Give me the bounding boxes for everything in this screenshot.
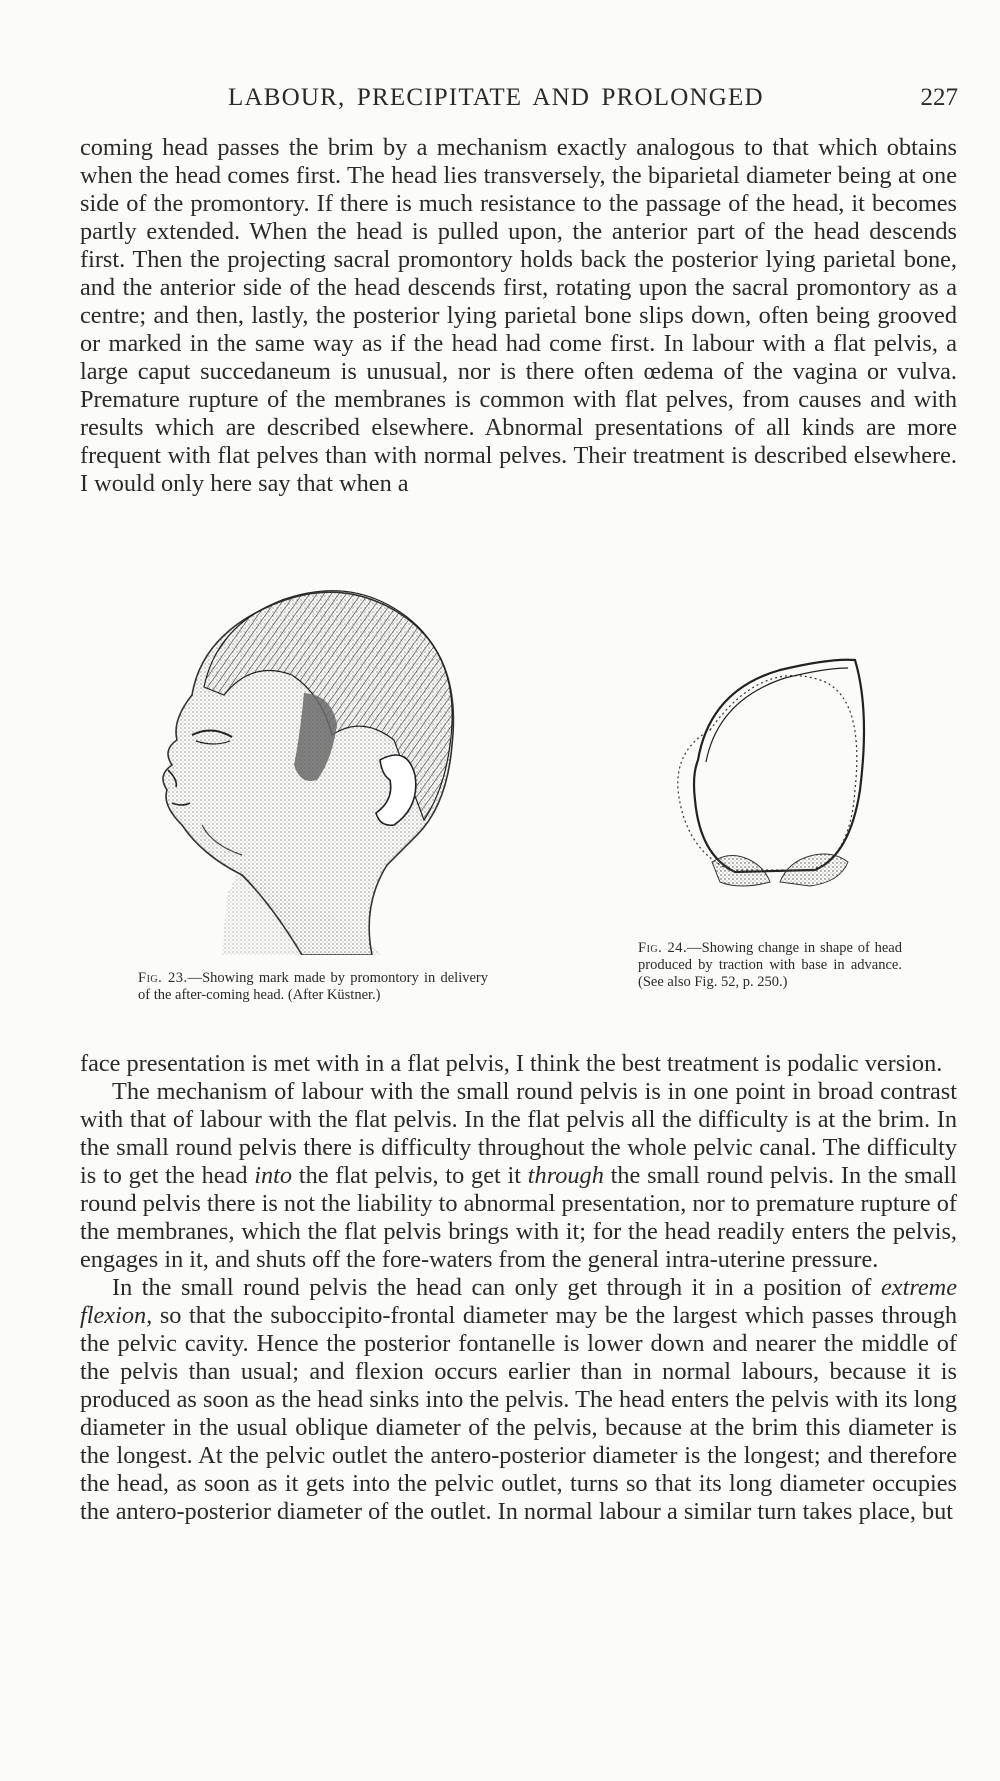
paragraph-4-text-a: In the small round pelvis the head can only get through it in a position of xyxy=(112,1274,881,1301)
paragraph-4-emphasis-flexion: extreme flexion, xyxy=(80,1274,957,1329)
body-bottom xyxy=(80,1050,957,1526)
paragraph-4 xyxy=(80,1274,957,1526)
body-top xyxy=(80,134,957,498)
running-head xyxy=(80,84,960,118)
figure-23-caption xyxy=(138,970,488,1004)
paragraph-3-text-a: The mechanism of labour with the small round pelvis is in one point in broad contrast with that of labour with the flat pelvis. In the flat pelvis all the difficulty is at the brim. In the small round pelvis there is difficulty throughout the whole pelvic canal. The difficulty is to get the head xyxy=(80,1078,957,1189)
figure-23-label: Fig. 23. xyxy=(138,970,188,986)
figure-24-head-shape-diagram xyxy=(640,650,900,940)
page-number: 227 xyxy=(920,84,958,111)
figure-24-label: Fig. 24. xyxy=(638,940,688,956)
figure-24-caption-text: —Showing change in shape of head produced by traction with base in advance. (See also Fig. 52, p. 250.) xyxy=(638,940,902,990)
paragraph-3-emphasis-through: through xyxy=(527,1162,604,1189)
paragraph-1: coming head passes the brim by a mechanism exactly analogous to that which obtains when the head comes first. The head lies transversely, the biparietal diameter being at one side of the promontory. If there is much resistance to the passage of the head, it becomes partly extended. When the head is pulled upon, the anterior part of the head descends first. Then the projecting sacral promontory holds back the posterior lying parietal bone, and the anterior side of the head descends first, rotating upon the sacral promontory as a centre; and then, lastly, the posterior lying parietal bone slips down, often being grooved or marked in the same way as if the head had come first. In labour with a flat pelvis, a large caput succedaneum is unusual, nor is there often œdema of the vagina or vulva. Premature rupture of the membranes is common with flat pelves, from causes and with results which are described elsewhere. Abnormal presentations of all kinds are more frequent with flat pelves than with normal pelves. Their treatment is described elsewhere. I would only here say that when a xyxy=(80,134,957,497)
running-title: LABOUR, PRECIPITATE AND PROLONGED xyxy=(228,84,764,111)
figure-24-caption xyxy=(638,940,902,991)
paragraph-2: face presentation is met with in a flat pelvis, I think the best treatment is podalic version. xyxy=(80,1050,943,1077)
paragraph-3 xyxy=(80,1078,957,1274)
paragraph-4-text-b: so that the suboccipito-frontal diameter may be the largest which passes through the pelvic cavity. Hence the posterior fontanelle is lower down and nearer the middle of the pelvis than usual; and flexion occurs earlier than in normal labours, because it is produced as soon as the head sinks into the pelvis. The head enters the pelvis with its long diameter in the usual oblique diameter of the pelvis, because at the brim this diameter is the longest. At the pelvic outlet the antero-posterior diameter is the longest; and therefore the head, as soon as it gets into the pelvic outlet, turns so that its long diameter occupies the antero-posterior diameter of the outlet. In normal labour a similar turn takes place, but xyxy=(80,1302,957,1525)
paragraph-3-text-c: the small round pelvis. In the small round pelvis there is not the liability to abnormal presentation, nor to premature rupture of the membranes, which the flat pelvis brings with it; for the head readily enters the pelvis, engages in it, and shuts off the fore-waters from the general intra-uterine pressure. xyxy=(80,1162,957,1273)
figure-23-caption-text: —Showing mark made by promontory in delivery of the after-coming head. (After Küstner.) xyxy=(138,970,488,1003)
figure-23-infant-head xyxy=(132,575,492,955)
paragraph-3-text-b: the flat pelvis, to get it xyxy=(292,1162,528,1189)
paragraph-3-emphasis-into: into xyxy=(254,1162,293,1189)
